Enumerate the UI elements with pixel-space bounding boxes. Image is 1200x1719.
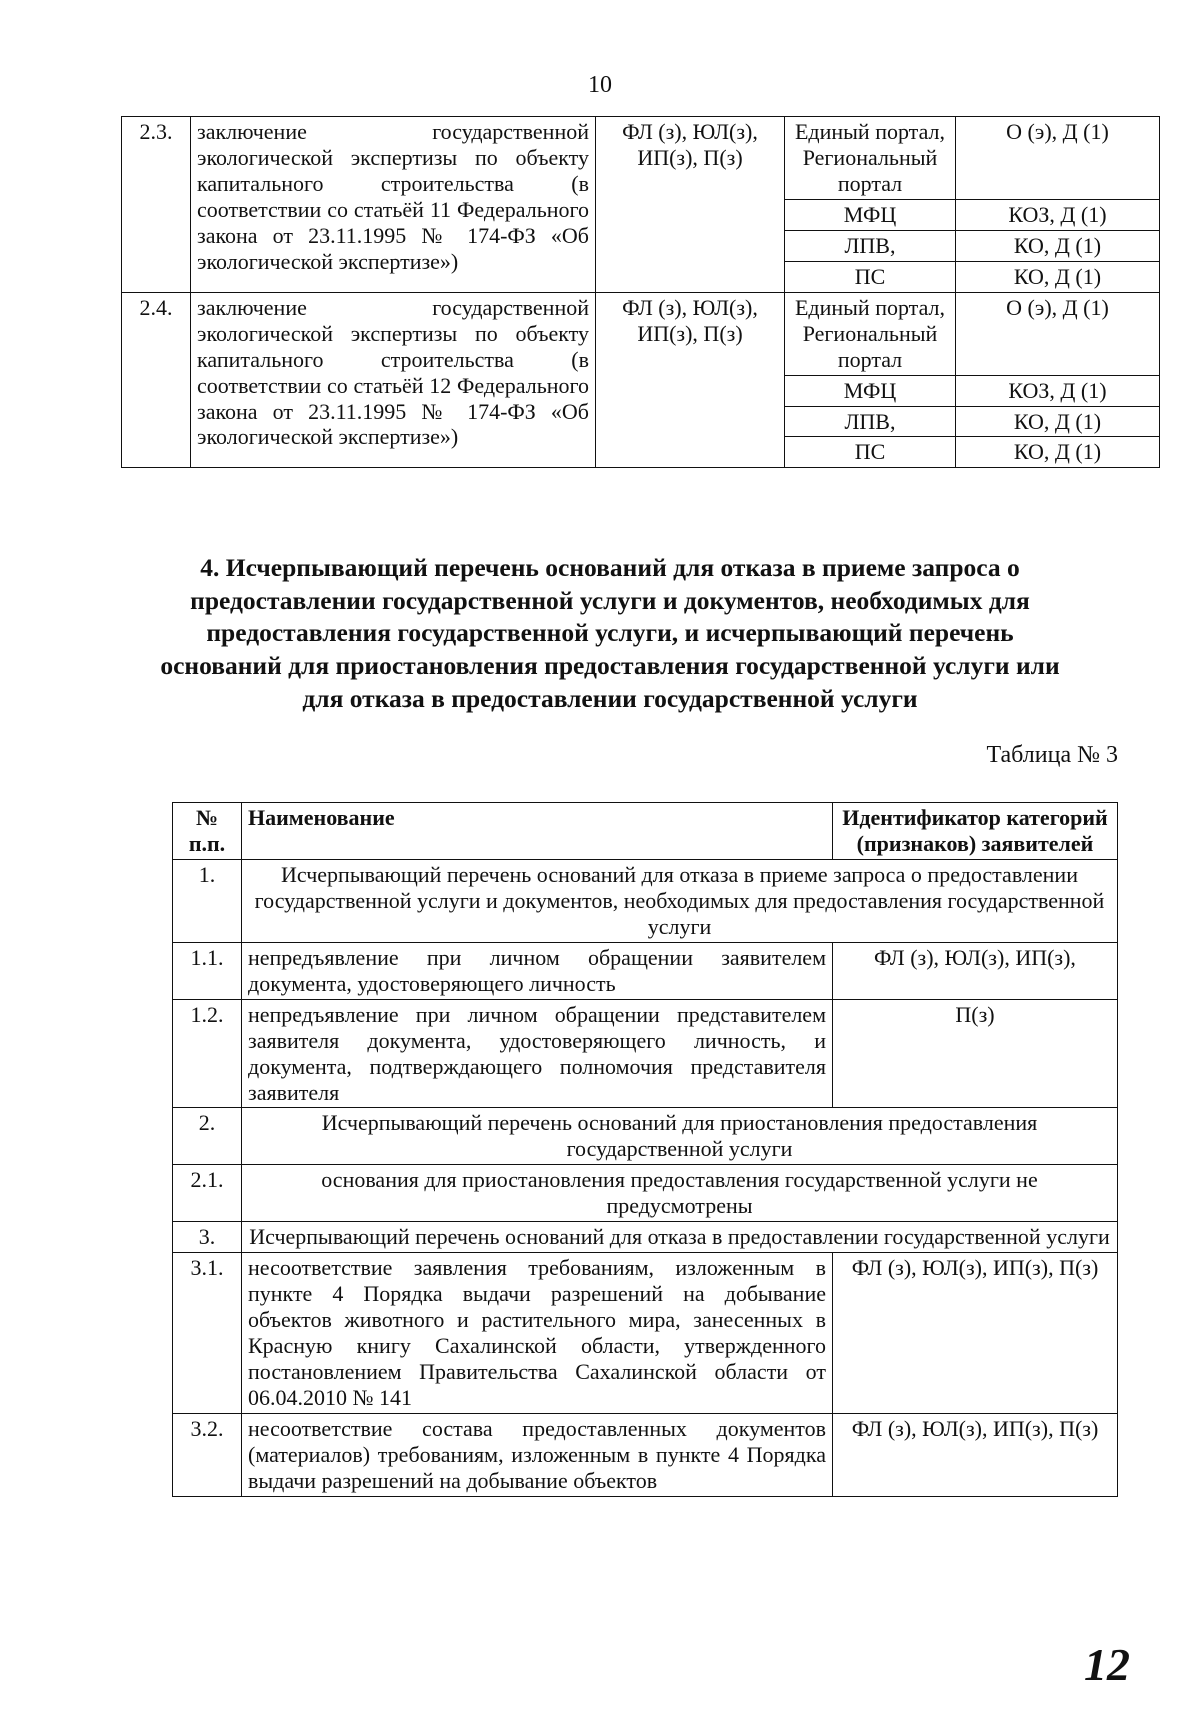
handwritten-page-number: 12 [1084, 1639, 1130, 1690]
result-type: КО, Д (1) [956, 406, 1160, 437]
row-number: 3.2. [173, 1413, 242, 1496]
result-type: КО, Д (1) [956, 230, 1160, 261]
section-title: Исчерпывающий перечень оснований для отказа в предоставлении государственной услуги [242, 1222, 1118, 1253]
row-number: 3.1. [173, 1253, 242, 1414]
table-header-row [173, 803, 1118, 860]
result-type: КО, Д (1) [956, 261, 1160, 292]
applicant-identifier: ФЛ (з), ЮЛ(з), ИП(з), [833, 942, 1118, 999]
header-name: Наименование [242, 803, 833, 860]
channel: Единый портал, Региональный портал [785, 292, 956, 375]
result-type: КО, Д (1) [956, 437, 1160, 468]
refusal-grounds-table [172, 802, 1118, 1497]
table-row [122, 117, 1160, 200]
result-type: О (э), Д (1) [956, 117, 1160, 200]
table-row [173, 1165, 1118, 1222]
applicant-categories: ФЛ (з), ЮЛ(з), ИП(з), П(з) [596, 292, 785, 468]
section-title: основания для приостановления предоставления государственной услуги не предусмотрены [242, 1165, 1118, 1222]
channel: МФЦ [785, 375, 956, 406]
table-row [173, 1108, 1118, 1165]
channel: ПС [785, 261, 956, 292]
table-row [173, 1413, 1118, 1496]
result-type: КОЗ, Д (1) [956, 199, 1160, 230]
ground-text: несоответствие состава предоставленных документов (материалов) требованиям, изложенным в пункте 4 Порядка выдачи разрешений на добывание объектов [242, 1413, 833, 1496]
ground-text: непредъявление при личном обращении представителем заявителя документа, удостоверяющего личность, и документа, подтверждающего полномочия представителя заявителя [242, 999, 833, 1108]
applicant-identifier: ФЛ (з), ЮЛ(з), ИП(з), П(з) [833, 1253, 1118, 1414]
row-number: 3. [173, 1222, 242, 1253]
table-row [122, 292, 1160, 375]
channel: ПС [785, 437, 956, 468]
channel: МФЦ [785, 199, 956, 230]
table-row [173, 1253, 1118, 1414]
row-number: 1. [173, 859, 242, 942]
header-ident: Идентификатор категорий (признаков) заявителей [833, 803, 1118, 860]
page-number: 10 [588, 72, 612, 98]
applicant-identifier: ФЛ (з), ЮЛ(з), ИП(з), П(з) [833, 1413, 1118, 1496]
document-name: заключение государственной экологической экспертизы по объекту капитального строительства (в соответствии со статьёй 11 Федерального закона от 23.11.1995 № 174-ФЗ «Об экологической экспертизе») [191, 117, 596, 293]
row-number: 2. [173, 1108, 242, 1165]
row-number: 2.4. [122, 292, 191, 468]
applicant-identifier: П(з) [833, 999, 1118, 1108]
channel: Единый портал, Региональный портал [785, 117, 956, 200]
channel: ЛПВ, [785, 406, 956, 437]
services-table [121, 116, 1160, 468]
row-number: 2.1. [173, 1165, 242, 1222]
section-title: Исчерпывающий перечень оснований для отказа в приеме запроса о предоставлении государственной услуги и документов, необходимых для предоставления государственной услуги [242, 859, 1118, 942]
section-heading: 4. Исчерпывающий перечень оснований для отказа в приеме запроса о предоставлении государственной услуги и документов, необходимых для предоставления государственной услуги, и исчерпывающий перечень оснований для приостановления предоставления государственной услуги или для отказа в предоставлении государственной услуги [160, 553, 1060, 713]
row-number: 1.2. [173, 999, 242, 1108]
table-row [173, 859, 1118, 942]
row-number: 2.3. [122, 117, 191, 293]
table-row [173, 1222, 1118, 1253]
section-title: Исчерпывающий перечень оснований для приостановления предоставления государственной услуги [242, 1108, 1118, 1165]
table-row [173, 999, 1118, 1108]
header-num: № п.п. [173, 803, 242, 860]
row-number: 1.1. [173, 942, 242, 999]
table-caption: Таблица № 3 [986, 742, 1118, 768]
result-type: О (э), Д (1) [956, 292, 1160, 375]
document-name: заключение государственной экологической экспертизы по объекту капитального строительства (в соответствии со статьёй 12 Федерального закона от 23.11.1995 № 174-ФЗ «Об экологической экспертизе») [191, 292, 596, 468]
applicant-categories: ФЛ (з), ЮЛ(з), ИП(з), П(з) [596, 117, 785, 293]
channel: ЛПВ, [785, 230, 956, 261]
ground-text: несоответствие заявления требованиям, изложенным в пункте 4 Порядка выдачи разрешений на добывание объектов животного и растительного мира, занесенных в Красную книгу Сахалинской области, утвержденного постановлением Правительства Сахалинской области от 06.04.2010 № 141 [242, 1253, 833, 1414]
ground-text: непредъявление при личном обращении заявителем документа, удостоверяющего личность [242, 942, 833, 999]
table-row [173, 942, 1118, 999]
result-type: КОЗ, Д (1) [956, 375, 1160, 406]
